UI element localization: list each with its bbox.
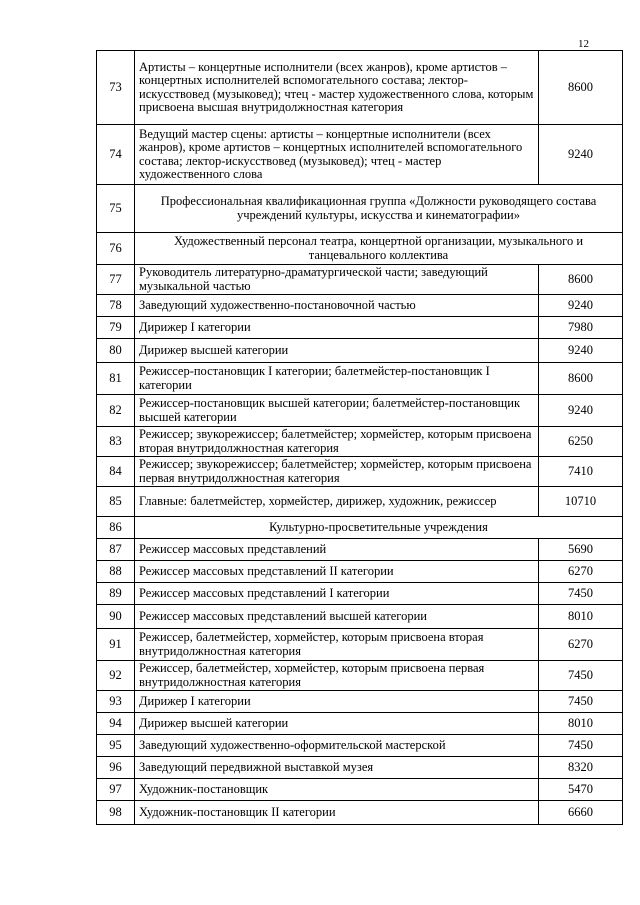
row-number: 93 <box>97 691 135 713</box>
salary-value: 6270 <box>539 561 623 583</box>
row-number: 92 <box>97 661 135 691</box>
salary-value: 8600 <box>539 363 623 395</box>
salary-table <box>96 50 623 825</box>
table-row <box>97 605 623 629</box>
position-name: Режиссер массовых представлений II категории <box>135 561 539 583</box>
salary-value: 7450 <box>539 661 623 691</box>
table-row <box>97 583 623 605</box>
section-header: Профессиональная квалификационная группа «Должности руководящего состава учреждений культуры, искусства и кинематографии» <box>135 185 623 233</box>
row-number: 90 <box>97 605 135 629</box>
row-number: 78 <box>97 295 135 317</box>
salary-value: 8600 <box>539 265 623 295</box>
row-number: 88 <box>97 561 135 583</box>
row-number: 74 <box>97 125 135 185</box>
position-name: Режиссер массовых представлений высшей категории <box>135 605 539 629</box>
table-row <box>97 801 623 825</box>
row-number: 95 <box>97 735 135 757</box>
section-header-row <box>97 517 623 539</box>
table-row <box>97 713 623 735</box>
position-name: Дирижер I категории <box>135 691 539 713</box>
position-name: Режиссер массовых представлений <box>135 539 539 561</box>
salary-value: 8010 <box>539 713 623 735</box>
salary-value: 7450 <box>539 583 623 605</box>
table-row <box>97 395 623 427</box>
row-number: 91 <box>97 629 135 661</box>
salary-value: 8010 <box>539 605 623 629</box>
position-name: Дирижер высшей категории <box>135 713 539 735</box>
row-number: 83 <box>97 427 135 457</box>
position-name: Дирижер высшей категории <box>135 339 539 363</box>
position-name: Заведующий художественно-оформительской мастерской <box>135 735 539 757</box>
row-number: 84 <box>97 457 135 487</box>
position-name: Заведующий передвижной выставкой музея <box>135 757 539 779</box>
salary-value: 9240 <box>539 395 623 427</box>
table-row <box>97 757 623 779</box>
table-row <box>97 457 623 487</box>
position-name: Артисты – концертные исполнители (всех жанров), кроме артистов – концертных исполнителей вспомогательного состава; лектор-искусствовед (музыковед); чтец - мастер художественного слова, которым присвоена высшая внутридолжностная категория <box>135 51 539 125</box>
row-number: 97 <box>97 779 135 801</box>
table-row <box>97 735 623 757</box>
salary-value: 8600 <box>539 51 623 125</box>
salary-value: 7410 <box>539 457 623 487</box>
row-number: 85 <box>97 487 135 517</box>
section-header: Художественный персонал театра, концертной организации, музыкального и танцевального коллектива <box>135 233 623 265</box>
table-row <box>97 661 623 691</box>
position-name: Художник-постановщик II категории <box>135 801 539 825</box>
position-name: Ведущий мастер сцены: артисты – концертные исполнители (всех жанров), кроме артистов – концертных исполнителей вспомогательного состава; лектор-искусствовед (музыковед); чтец - мастер художественного слова <box>135 125 539 185</box>
table-row <box>97 539 623 561</box>
position-name: Режиссер-постановщик I категории; балетмейстер-постановщик I категории <box>135 363 539 395</box>
section-header-row <box>97 233 623 265</box>
salary-value: 5690 <box>539 539 623 561</box>
table-row <box>97 629 623 661</box>
salary-value: 6250 <box>539 427 623 457</box>
salary-value: 9240 <box>539 339 623 363</box>
table-row <box>97 51 623 125</box>
row-number: 87 <box>97 539 135 561</box>
section-header: Культурно-просветительные учреждения <box>135 517 623 539</box>
position-name: Заведующий художественно-постановочной частью <box>135 295 539 317</box>
row-number: 81 <box>97 363 135 395</box>
salary-value: 10710 <box>539 487 623 517</box>
position-name: Режиссер; звукорежиссер; балетмейстер; хормейстер, которым присвоена вторая внутридолжностная категория <box>135 427 539 457</box>
table-row <box>97 427 623 457</box>
table-row <box>97 561 623 583</box>
salary-value: 9240 <box>539 295 623 317</box>
position-name: Дирижер I категории <box>135 317 539 339</box>
table-row <box>97 363 623 395</box>
salary-value: 6270 <box>539 629 623 661</box>
row-number: 79 <box>97 317 135 339</box>
row-number: 73 <box>97 51 135 125</box>
row-number: 94 <box>97 713 135 735</box>
row-number: 82 <box>97 395 135 427</box>
table-row <box>97 295 623 317</box>
row-number: 76 <box>97 233 135 265</box>
position-name: Режиссер; звукорежиссер; балетмейстер; хормейстер, которым присвоена первая внутридолжностная категория <box>135 457 539 487</box>
table-row <box>97 691 623 713</box>
position-name: Режиссер, балетмейстер, хормейстер, которым присвоена первая внутридолжностная категория <box>135 661 539 691</box>
section-header-row <box>97 185 623 233</box>
table-row <box>97 487 623 517</box>
salary-value: 5470 <box>539 779 623 801</box>
position-name: Режиссер, балетмейстер, хормейстер, которым присвоена вторая внутридолжностная категория <box>135 629 539 661</box>
table-row <box>97 779 623 801</box>
table-row <box>97 265 623 295</box>
table-row <box>97 125 623 185</box>
position-name: Руководитель литературно-драматургической части; заведующий музыкальной частью <box>135 265 539 295</box>
row-number: 96 <box>97 757 135 779</box>
position-name: Главные: балетмейстер, хормейстер, дирижер, художник, режиссер <box>135 487 539 517</box>
salary-value: 8320 <box>539 757 623 779</box>
table-row <box>97 317 623 339</box>
salary-value: 9240 <box>539 125 623 185</box>
salary-value: 7980 <box>539 317 623 339</box>
row-number: 77 <box>97 265 135 295</box>
position-name: Режиссер-постановщик высшей категории; балетмейстер-постановщик высшей категории <box>135 395 539 427</box>
row-number: 89 <box>97 583 135 605</box>
row-number: 75 <box>97 185 135 233</box>
salary-value: 6660 <box>539 801 623 825</box>
table-row <box>97 339 623 363</box>
row-number: 86 <box>97 517 135 539</box>
position-name: Художник-постановщик <box>135 779 539 801</box>
position-name: Режиссер массовых представлений I категории <box>135 583 539 605</box>
row-number: 80 <box>97 339 135 363</box>
row-number: 98 <box>97 801 135 825</box>
salary-value: 7450 <box>539 691 623 713</box>
salary-value: 7450 <box>539 735 623 757</box>
page-number: 12 <box>578 38 589 50</box>
